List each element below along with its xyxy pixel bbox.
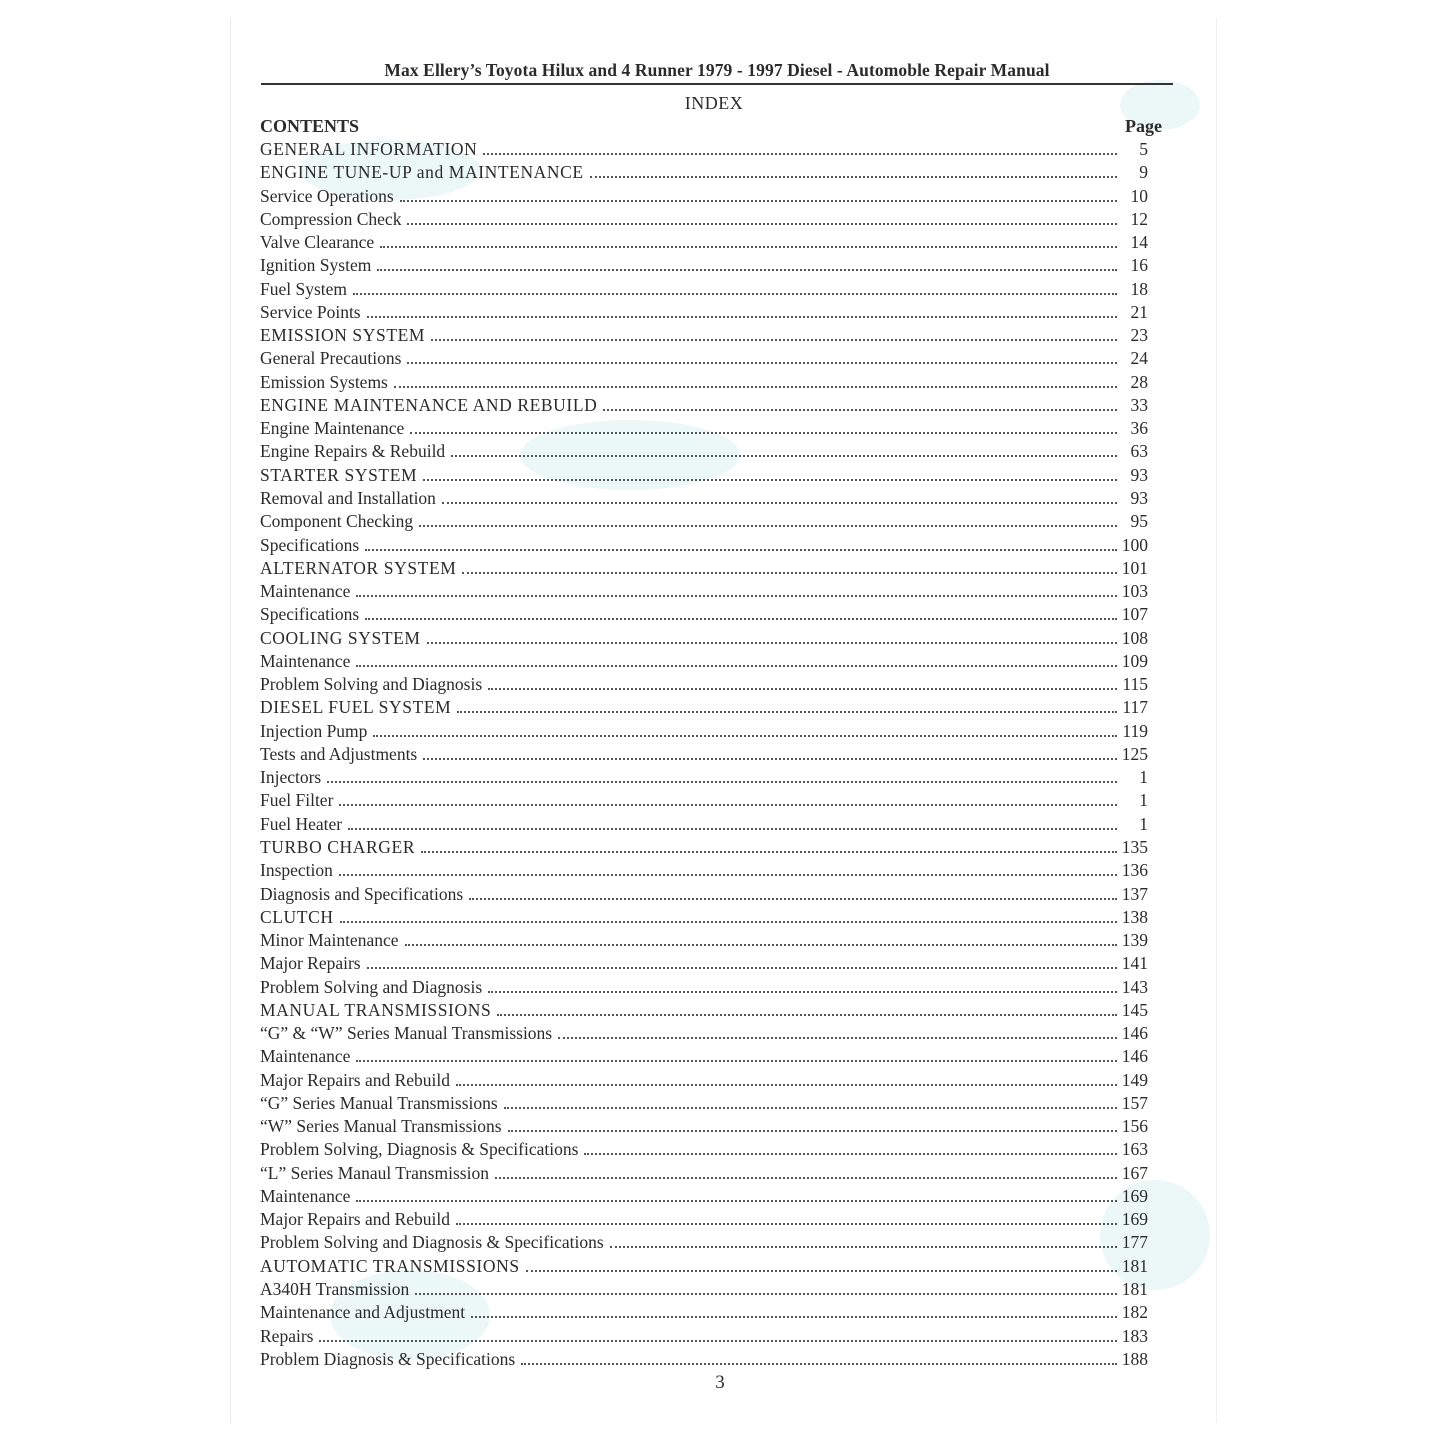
toc-entry-label: General Precautions	[260, 348, 402, 369]
toc-entry-label: COOLING SYSTEM	[260, 627, 421, 648]
toc-entry-label: Component Checking	[260, 511, 414, 532]
toc-section-entry	[260, 1000, 1148, 1023]
toc-entry-label: Maintenance	[260, 1046, 351, 1067]
toc-entry-page: 16	[1130, 255, 1148, 276]
dot-leader	[394, 386, 1117, 388]
toc-entry-page: 156	[1121, 1116, 1148, 1137]
header-rule	[261, 83, 1173, 85]
toc-entry-label: Diagnosis and Specifications	[260, 883, 464, 904]
dot-leader	[410, 432, 1117, 434]
toc-entry-page: 137	[1121, 883, 1148, 904]
toc-entry-page: 10	[1130, 185, 1148, 206]
toc-entry-label: Maintenance	[260, 1185, 351, 1206]
toc-entry	[260, 232, 1148, 255]
toc-entry	[260, 744, 1148, 767]
toc-entry-page: 36	[1130, 418, 1148, 439]
toc-entry	[260, 790, 1148, 813]
toc-entry-page: 103	[1121, 581, 1148, 602]
dot-leader	[367, 316, 1117, 318]
dot-leader	[348, 828, 1117, 830]
toc-entry	[260, 1349, 1148, 1372]
toc-entry-label: ALTERNATOR SYSTEM	[260, 557, 457, 578]
toc-entry-label: Specifications	[260, 604, 360, 625]
toc-entry-page: 101	[1121, 557, 1148, 578]
toc-entry-label: ENGINE TUNE-UP and MAINTENANCE	[260, 162, 584, 183]
toc-entry	[260, 674, 1148, 697]
toc-entry-label: Problem Solving and Diagnosis & Specifications	[260, 1232, 604, 1253]
toc-entry-label: DIESEL FUEL SYSTEM	[260, 697, 452, 718]
toc-entry-page: 169	[1121, 1185, 1148, 1206]
dot-leader	[356, 1060, 1117, 1062]
contents-label: CONTENTS	[260, 116, 360, 136]
dot-leader	[431, 339, 1117, 341]
toc-entry	[260, 953, 1148, 976]
toc-entry	[260, 488, 1148, 511]
toc-entry	[260, 930, 1148, 953]
dot-leader	[327, 781, 1117, 783]
toc-entry-label: Removal and Installation	[260, 487, 436, 508]
toc-entry-label: Emission Systems	[260, 371, 388, 392]
toc-section-entry	[260, 907, 1148, 930]
toc-entry-label: Problem Solving, Diagnosis & Specifications	[260, 1139, 579, 1160]
dot-leader	[590, 176, 1117, 178]
toc-section-entry	[260, 325, 1148, 348]
toc-entry-label: Problem Diagnosis & Specifications	[260, 1348, 516, 1369]
toc-entry-page: 136	[1121, 860, 1148, 881]
toc-entry-page: 157	[1121, 1092, 1148, 1113]
toc-entry	[260, 255, 1148, 278]
toc-entry-label: EMISSION SYSTEM	[260, 325, 426, 346]
dot-leader	[353, 293, 1117, 295]
toc-entry-label: Fuel Heater	[260, 813, 343, 834]
toc-entry-label: Ignition System	[260, 255, 372, 276]
toc-entry-label: Major Repairs	[260, 953, 361, 974]
toc-entry-page: 146	[1121, 1046, 1148, 1067]
toc-entry	[260, 186, 1148, 209]
toc-entry	[260, 1209, 1148, 1232]
dot-leader	[356, 665, 1117, 667]
dot-leader	[488, 991, 1117, 993]
toc-entry-page: 93	[1130, 487, 1148, 508]
toc-entry	[260, 1279, 1148, 1302]
toc-section-entry	[260, 837, 1148, 860]
toc-entry-page: 1	[1139, 767, 1148, 788]
dot-leader	[339, 874, 1117, 876]
dot-leader	[365, 549, 1117, 551]
toc-entry	[260, 1302, 1148, 1325]
toc-section-entry	[260, 139, 1148, 162]
toc-entry	[260, 441, 1148, 464]
toc-entry-page: 143	[1121, 976, 1148, 997]
toc-entry-page: 115	[1122, 674, 1148, 695]
toc-entry-label: Injection Pump	[260, 720, 368, 741]
toc-entry-label: Maintenance	[260, 650, 351, 671]
dot-leader	[610, 1246, 1117, 1248]
toc-entry-label: GENERAL INFORMATION	[260, 139, 478, 159]
dot-leader	[603, 409, 1117, 411]
toc-entry-label: Repairs	[260, 1325, 314, 1346]
toc-entry-label: TURBO CHARGER	[260, 836, 416, 857]
toc-section-entry	[260, 628, 1148, 651]
page-number: 3	[715, 1372, 725, 1393]
toc-entry	[260, 1116, 1148, 1139]
toc-entry-label: Injectors	[260, 767, 322, 788]
toc-entry-page: 181	[1121, 1255, 1148, 1276]
index-title: INDEX	[684, 93, 744, 113]
toc-entry	[260, 1023, 1148, 1046]
toc-entry-page: 1	[1139, 790, 1148, 811]
dot-leader	[380, 246, 1117, 248]
dot-leader	[483, 153, 1117, 155]
dot-leader	[415, 1293, 1117, 1295]
toc-entry	[260, 604, 1148, 627]
toc-entry-label: MANUAL TRANSMISSIONS	[260, 999, 492, 1020]
toc-entry	[260, 279, 1148, 302]
toc-entry-label: Maintenance	[260, 581, 351, 602]
toc-entry-page: 117	[1122, 697, 1148, 718]
dot-leader	[423, 758, 1117, 760]
dot-leader	[373, 735, 1117, 737]
toc-entry-page: 100	[1121, 534, 1148, 555]
toc-entry-label: Problem Solving and Diagnosis	[260, 674, 483, 695]
toc-entry-page: 14	[1130, 232, 1148, 253]
toc-entry-label: Inspection	[260, 860, 333, 881]
toc-entry-label: STARTER SYSTEM	[260, 464, 418, 485]
toc-entry-label: Tests and Adjustments	[260, 743, 418, 764]
dot-leader	[405, 944, 1118, 946]
dot-leader	[488, 688, 1117, 690]
toc-entry-page: 119	[1122, 720, 1148, 741]
toc-entry	[260, 1046, 1148, 1069]
dot-leader	[419, 525, 1117, 527]
toc-entry-label: Service Operations	[260, 185, 394, 206]
toc-entry-page: 1	[1139, 813, 1148, 834]
toc-entry	[260, 767, 1148, 790]
toc-entry-page: 183	[1121, 1325, 1148, 1346]
manual-title: Max Ellery’s Toyota Hilux and 4 Runner 1979 - 1997 Diesel - Automoble Repair Manual	[384, 60, 1050, 80]
toc-entry-page: 145	[1121, 999, 1148, 1020]
toc-entry	[260, 1093, 1148, 1116]
toc-entry-label: Major Repairs and Rebuild	[260, 1069, 451, 1090]
toc-entry-page: 33	[1130, 394, 1148, 415]
toc-entry-label: Fuel System	[260, 278, 348, 299]
toc-entry-page: 149	[1121, 1069, 1148, 1090]
toc-entry-label: Valve Clearance	[260, 232, 375, 253]
dot-leader	[356, 1200, 1117, 1202]
dot-leader	[495, 1177, 1117, 1179]
dot-leader	[521, 1363, 1117, 1365]
toc-entry-page: 177	[1121, 1232, 1148, 1253]
toc-entry	[260, 721, 1148, 744]
dot-leader	[407, 362, 1117, 364]
toc-section-entry	[260, 395, 1148, 418]
toc-entry-label: “L” Series Manaul Transmission	[260, 1162, 489, 1183]
dot-leader	[526, 1270, 1117, 1272]
contents-header	[260, 116, 1164, 137]
toc-entry-label: Compression Check	[260, 208, 402, 229]
toc-entry	[260, 1139, 1148, 1162]
dot-leader	[457, 711, 1117, 713]
toc-entry-label: Engine Maintenance	[260, 418, 405, 439]
toc-entry	[260, 860, 1148, 883]
toc-entry-page: 138	[1121, 906, 1148, 927]
dot-leader	[367, 967, 1117, 969]
toc-entry	[260, 1186, 1148, 1209]
toc-entry-label: AUTOMATIC TRANSMISSIONS	[260, 1255, 520, 1276]
toc-entry-label: Specifications	[260, 534, 360, 555]
toc-entry	[260, 348, 1148, 371]
toc-entry-page: 18	[1130, 278, 1148, 299]
dot-leader	[584, 1153, 1117, 1155]
toc-entry-label: “W” Series Manual Transmissions	[260, 1116, 502, 1137]
toc-entry-page: 181	[1121, 1279, 1148, 1300]
toc-section-entry	[260, 162, 1148, 185]
toc-entry-page: 23	[1130, 325, 1148, 346]
dot-leader	[451, 455, 1117, 457]
dot-leader	[407, 223, 1117, 225]
toc-entry-label: CLUTCH	[260, 906, 334, 927]
toc-entry-label: A340H Transmission	[260, 1279, 410, 1300]
dot-leader	[421, 851, 1117, 853]
toc-entry-label: “G” Series Manual Transmissions	[260, 1092, 498, 1113]
toc-section-entry	[260, 1256, 1148, 1279]
toc-entry	[260, 209, 1148, 232]
toc-entry-page: 108	[1121, 627, 1148, 648]
toc-section-entry	[260, 697, 1148, 720]
dot-leader	[462, 572, 1117, 574]
toc-entry-label: Maintenance and Adjustment	[260, 1302, 466, 1323]
dot-leader	[558, 1037, 1117, 1039]
dot-leader	[319, 1340, 1117, 1342]
toc-entry-page: 63	[1130, 441, 1148, 462]
toc-entry-label: Minor Maintenance	[260, 930, 399, 951]
toc-entry-page: 5	[1139, 139, 1148, 159]
dot-leader	[456, 1223, 1117, 1225]
dot-leader	[365, 618, 1117, 620]
dot-leader	[340, 921, 1117, 923]
toc-entry	[260, 1326, 1148, 1349]
toc-entry-page: 139	[1121, 930, 1148, 951]
toc-entry-page: 182	[1121, 1302, 1148, 1323]
toc-entry	[260, 535, 1148, 558]
toc-entry	[260, 302, 1148, 325]
dot-leader	[377, 269, 1117, 271]
toc-entry-page: 93	[1130, 464, 1148, 485]
page-column-label: Page	[1125, 116, 1162, 136]
dot-leader	[442, 502, 1117, 504]
toc-entry-page: 169	[1121, 1209, 1148, 1230]
toc-entry-label: “G” & “W” Series Manual Transmissions	[260, 1023, 553, 1044]
dot-leader	[427, 642, 1117, 644]
toc-entry	[260, 884, 1148, 907]
toc-entry-page: 135	[1121, 836, 1148, 857]
toc-entry-page: 141	[1121, 953, 1148, 974]
toc-entry	[260, 372, 1148, 395]
dot-leader	[356, 595, 1117, 597]
toc-entry-page: 163	[1121, 1139, 1148, 1160]
toc-entry	[260, 651, 1148, 674]
dot-leader	[456, 1084, 1117, 1086]
dot-leader	[339, 804, 1117, 806]
toc-entry	[260, 1070, 1148, 1093]
toc-section-entry	[260, 465, 1148, 488]
dot-leader	[469, 898, 1117, 900]
toc-entry-label: Major Repairs and Rebuild	[260, 1209, 451, 1230]
toc-entry-page: 107	[1121, 604, 1148, 625]
dot-leader	[471, 1316, 1117, 1318]
toc-entry	[260, 814, 1148, 837]
toc-entry-page: 9	[1139, 162, 1148, 183]
toc-entry	[260, 511, 1148, 534]
toc-entry-page: 21	[1130, 301, 1148, 322]
toc-entry-label: Fuel Filter	[260, 790, 334, 811]
toc-entry-label: Service Points	[260, 301, 361, 322]
toc-entry	[260, 1232, 1148, 1255]
toc-section-entry	[260, 558, 1148, 581]
toc-entry-label: Engine Repairs & Rebuild	[260, 441, 446, 462]
toc-entry-page: 95	[1130, 511, 1148, 532]
table-of-contents	[260, 139, 1148, 1372]
toc-entry-page: 125	[1121, 743, 1148, 764]
toc-entry-page: 167	[1121, 1162, 1148, 1183]
toc-entry-page: 188	[1121, 1348, 1148, 1369]
toc-entry-page: 146	[1121, 1023, 1148, 1044]
dot-leader	[508, 1130, 1117, 1132]
dot-leader	[504, 1107, 1117, 1109]
toc-entry	[260, 977, 1148, 1000]
toc-entry-page: 109	[1121, 650, 1148, 671]
toc-entry-page: 24	[1130, 348, 1148, 369]
toc-entry-label: ENGINE MAINTENANCE AND REBUILD	[260, 394, 598, 415]
toc-entry-page: 28	[1130, 371, 1148, 392]
dot-leader	[400, 200, 1117, 202]
dot-leader	[423, 479, 1117, 481]
dot-leader	[497, 1014, 1117, 1016]
toc-entry	[260, 581, 1148, 604]
toc-entry-label: Problem Solving and Diagnosis	[260, 976, 483, 997]
toc-entry-page: 12	[1130, 208, 1148, 229]
toc-entry	[260, 418, 1148, 441]
toc-entry	[260, 1163, 1148, 1186]
